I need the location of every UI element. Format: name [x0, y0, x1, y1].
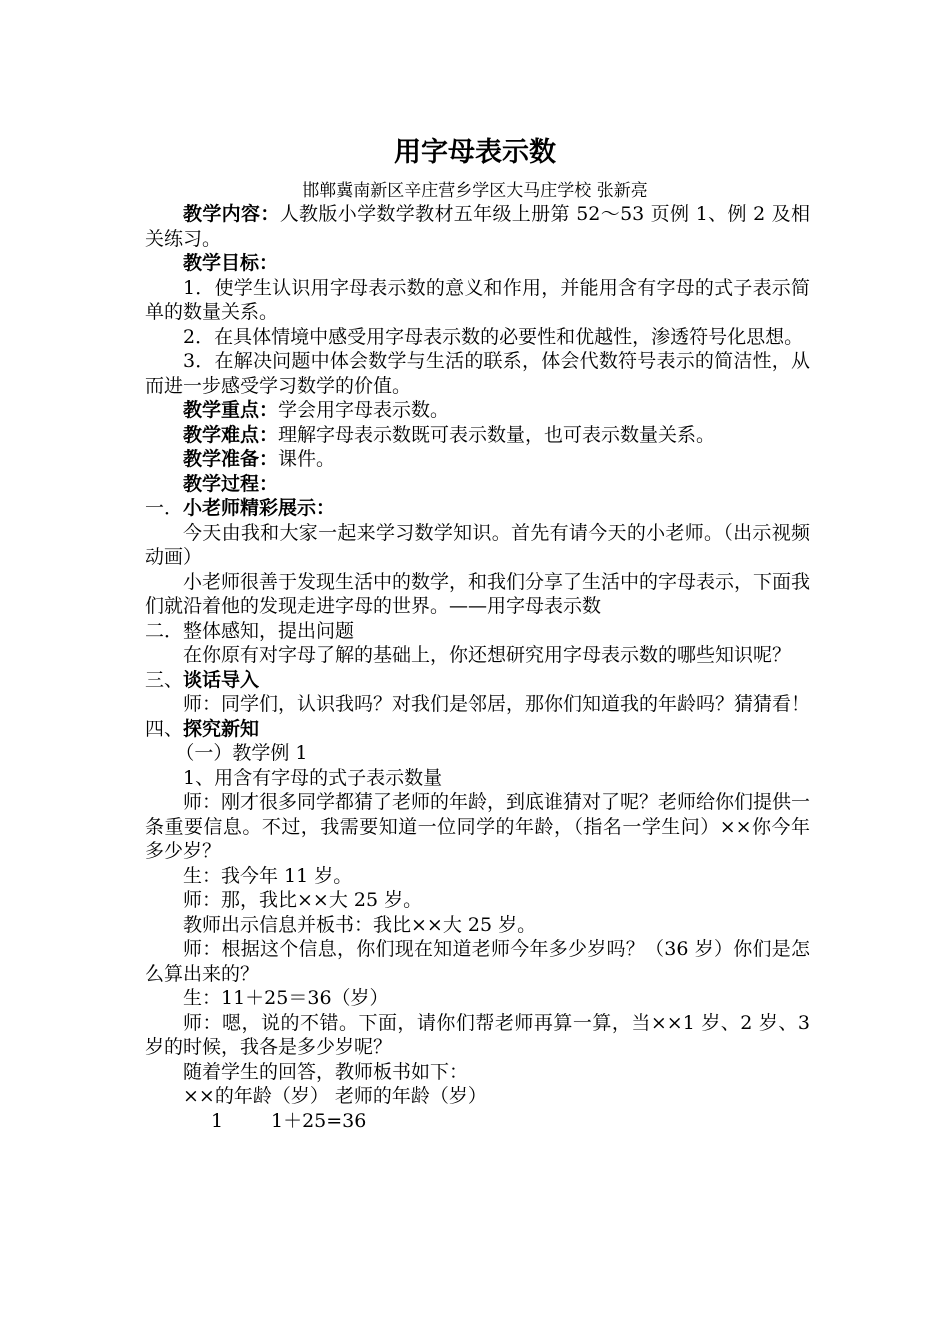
paragraph: 师：那，我比××大 25 岁。 [183, 889, 423, 911]
paragraph: 师：同学们，认识我吗？对我们是邻居，那你们知道我的年龄吗？猜猜看！ [183, 693, 811, 715]
age-table-row [145, 1109, 810, 1134]
section-number: 四、 [145, 717, 184, 740]
section-heading [145, 717, 810, 742]
paragraph: 师：嗯，说的不错。下面，请你们帮老师再算一算，当××1 岁、2 岁、3 岁的时候，我各是多少岁呢？ [145, 1011, 810, 1058]
paragraph: 教师出示信息并板书：我比××大 25 岁。 [183, 913, 537, 936]
process-label: 教学过程： [183, 472, 279, 495]
preparation-label: 教学准备： [183, 448, 279, 470]
preparation [145, 447, 810, 472]
key-point [145, 398, 810, 423]
preparation-text: 课件。 [278, 448, 336, 470]
age-cell: 1 [211, 1109, 224, 1132]
teaching-content [145, 202, 810, 251]
goal-item: 2．在具体情境中感受用字母表示数的必要性和优越性，渗透符号化思想。 [183, 325, 804, 348]
teaching-content-text: 人教版小学数学教材五年级上册第 52～53 页例 1、例 2 及相关练习。 [145, 203, 810, 250]
section-heading [145, 668, 810, 693]
key-point-text: 学会用字母表示数。 [278, 399, 450, 421]
teacher-age-cell: 1＋25=36 [271, 1109, 367, 1132]
section-number: 一． [145, 497, 184, 519]
section-title: 谈话导入 [183, 668, 260, 691]
document-title: 用字母表示数 [394, 137, 556, 168]
age-table-header: ××的年龄（岁） 老师的年龄（岁） [183, 1085, 487, 1107]
author-line: 邯郸冀南新区辛庄营乡学区大马庄学校 张新亮 [302, 181, 648, 201]
document-body [145, 202, 810, 1133]
paragraph: 生：11＋25＝36（岁） [183, 987, 389, 1009]
goal-item: 1．使学生认识用字母表示数的意义和作用，并能用含有字母的式子表示简单的数量关系。 [145, 276, 810, 323]
key-point-label: 教学重点： [183, 399, 279, 421]
teaching-content-label: 教学内容： [183, 203, 280, 225]
difficulty-text: 理解字母表示数既可表示数量，也可表示数量关系。 [278, 423, 716, 446]
paragraph: 小老师很善于发现生活中的数学，和我们分享了生活中的字母表示，下面我们就沿着他的发现走进字母的世界。——用字母表示数 [145, 570, 811, 617]
goal-item: 3．在解决问题中体会数学与生活的联系，体会代数符号表示的简洁性，从而进一步感受学习数学的价值。 [145, 350, 810, 397]
paragraph: 今天由我和大家一起来学习数学知识。首先有请今天的小老师。（出示视频动画） [145, 521, 810, 568]
subsection-heading: 1、用含有字母的式子表示数量 [183, 766, 443, 789]
section-number: 三、 [145, 668, 184, 691]
paragraph: 师：刚才很多同学都猜了老师的年龄，到底谁猜对了呢？老师给你们提供一条重要信息。不过，我需要知道一位同学的年龄，（指名一学生问）××你今年多少岁？ [145, 791, 811, 862]
paragraph: 随着学生的回答，教师板书如下： [183, 1060, 469, 1083]
section-title: 小老师精彩展示： [183, 497, 336, 519]
section-heading: 二．整体感知，提出问题 [145, 619, 355, 642]
subsection-heading: （一）教学例 1 [175, 742, 308, 764]
difficulty-label: 教学难点： [183, 423, 279, 446]
paragraph: 师：根据这个信息，你们现在知道老师今年多少岁吗？（36 岁）你们是怎么算出来的？ [145, 938, 810, 985]
paragraph: 在你原有对字母了解的基础上，你还想研究用字母表示数的哪些知识呢？ [183, 644, 792, 666]
difficulty [145, 423, 810, 448]
teaching-goals-label: 教学目标： [183, 252, 279, 274]
section-heading [145, 496, 810, 521]
paragraph: 生：我今年 11 岁。 [183, 864, 353, 887]
section-title: 探究新知 [183, 717, 260, 740]
